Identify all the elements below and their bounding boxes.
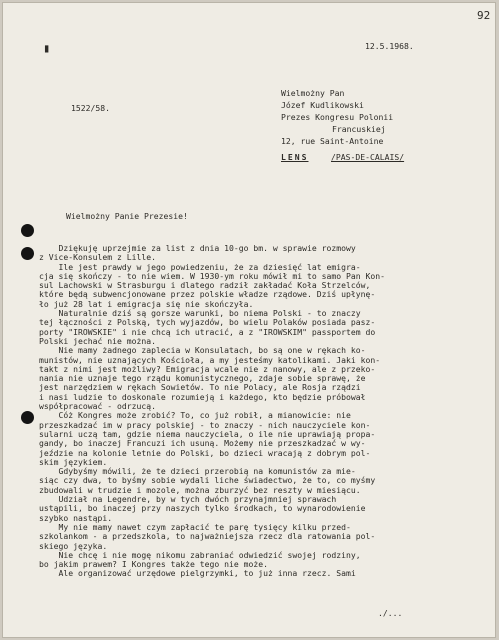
body-line: Ile jest prawdy w jego powiedzeniu, że za dziesięć lat emigra- [39,261,361,272]
body-line: Naturalnie dziś są gorsze warunki, bo niema Polski - to znaczy [39,308,361,319]
body-line: Ale organizować urzędowe pielgrzymki, to już inna rzecz. Sami [39,568,356,579]
letter-reference: 1522/58. [71,103,110,113]
letter-date: 12.5.1968. [365,41,414,51]
body-line: takt z nimi jest możliwy? Emigracja wcale nie z nanowy, ale z przeko- [39,363,376,374]
body-line: Polski jechać nie można. [39,335,156,346]
body-line: munistów, nie uznających Kościoła, a my jesteśmy katolikami. Jaki kon- [39,354,381,365]
body-line: które będą subwencjonowane przez polskie władze rządowe. Dziś upłynę- [39,289,376,300]
punch-hole [21,224,34,237]
recipient-department: /PAS-DE-CALAIS/ [331,152,405,162]
body-line: jeździe na kolonie letnie do Polski, bo dzieci wracają z dobrym pol- [39,447,371,458]
recipient-line: Józef Kudlikowski [281,100,364,110]
letter-page [2,2,496,638]
page-number: 92 [477,9,491,22]
body-line: z Vice-Konsulem z Lille. [39,252,156,263]
body-line: Nie chcę i nie mogę nikomu zabraniać odwiedzić swojej rodziny, [39,549,361,560]
body-line: nania nie uznaje tego rządu komunistycznego, zdaje sobie sprawę, że [39,373,366,384]
recipient-line: Francuskiej [332,124,386,134]
recipient-line: Wielmożny Pan [281,88,345,98]
body-line: sul Lachowski w Strasburgu i dlatego radził zakładać Koła Strzelców, [39,280,371,291]
body-line: sularni uczą tam, gdzie niema nauczyciela, o ile nie uprawiają propa- [39,428,376,439]
body-line: ło już 28 lat i emigracja się nie skończyła. [39,298,254,309]
letter-body [39,244,491,579]
body-line: porty "IROWSKIE" i nie chcą ich utracić, a z "IROWSKIM" passportem do [39,326,376,337]
body-line: Udział na Legendre, by w tych dwóch przynajmniej sprawach [39,494,337,505]
body-line: szybko nastąpi. [39,512,113,523]
body-line: przeszkadzać im w pracy polskiej - to znaczy - nich nauczyciele kon- [39,419,371,430]
body-line: bo jakim prawem? I Kongres także tego nie może. [39,559,269,570]
recipient-city: LENS [281,152,309,162]
stamp-mark-icon: ▮ [43,41,51,55]
body-line: My nie mamy nawet czym zapłacić te parę tysięcy kilku przed- [39,521,351,532]
body-line: współpracować - odrzucą. [39,401,156,412]
body-line: Dziękuję uprzejmie za list z dnia 10-go bm. w sprawie rozmowy [39,243,356,253]
body-line: gandy, bo inaczej Francuzi ich usuną. Możemy nie przeszkadzać w wy- [39,438,366,449]
body-line: Cóż Kongres może zrobić? To, co już robił, a mianowicie: nie [39,410,351,421]
recipient-line: Prezes Kongresu Polonii [281,112,394,122]
continuation-mark: ./... [378,608,403,618]
body-line: siąc czy dwa, to byśmy sobie wydali liche świadectwo, że to, co myśmy [39,475,376,486]
body-line: szkolankom - a przedszkola, to najważniejsza rzecz dla ratowania pol- [39,531,376,542]
body-line: i nasi ludzie to doskonale rozumieją i każdego, kto będzie próbował [39,391,366,402]
body-line: cja się skończy - to nie wiem. W 1930-ym roku mówił mi to samo Pan Kon- [39,270,385,281]
body-line: zbudowali w trudzie i mozole, można zburzyć bez reszty w miesiącu. [39,484,361,495]
punch-hole [21,247,34,260]
body-line: skiego języka. [39,540,108,551]
body-line: Gdybyśmy mówili, że te dzieci przerobią na komunistów za mie- [39,466,356,477]
body-line: Nie mamy żadnego zaplecia w Konsulatach, bo są one w rękach ko- [39,345,366,356]
punch-hole [21,411,34,424]
recipient-line: 12, rue Saint-Antoine [281,136,384,146]
salutation: Wielmożny Panie Prezesie! [66,211,188,221]
body-line: tej łączności z Polską, tych wyjazdów, bo wielu Polaków posiada pasz- [39,317,376,328]
body-line: skim językiem. [39,456,108,467]
body-line: jest narzędziem w rękach Sowietów. To nie Polacy, ale Rosja rządzi [39,382,361,393]
body-line: ustąpili, bo inaczej przy naszych tylko środkach, to wynarodowienie [39,503,366,514]
